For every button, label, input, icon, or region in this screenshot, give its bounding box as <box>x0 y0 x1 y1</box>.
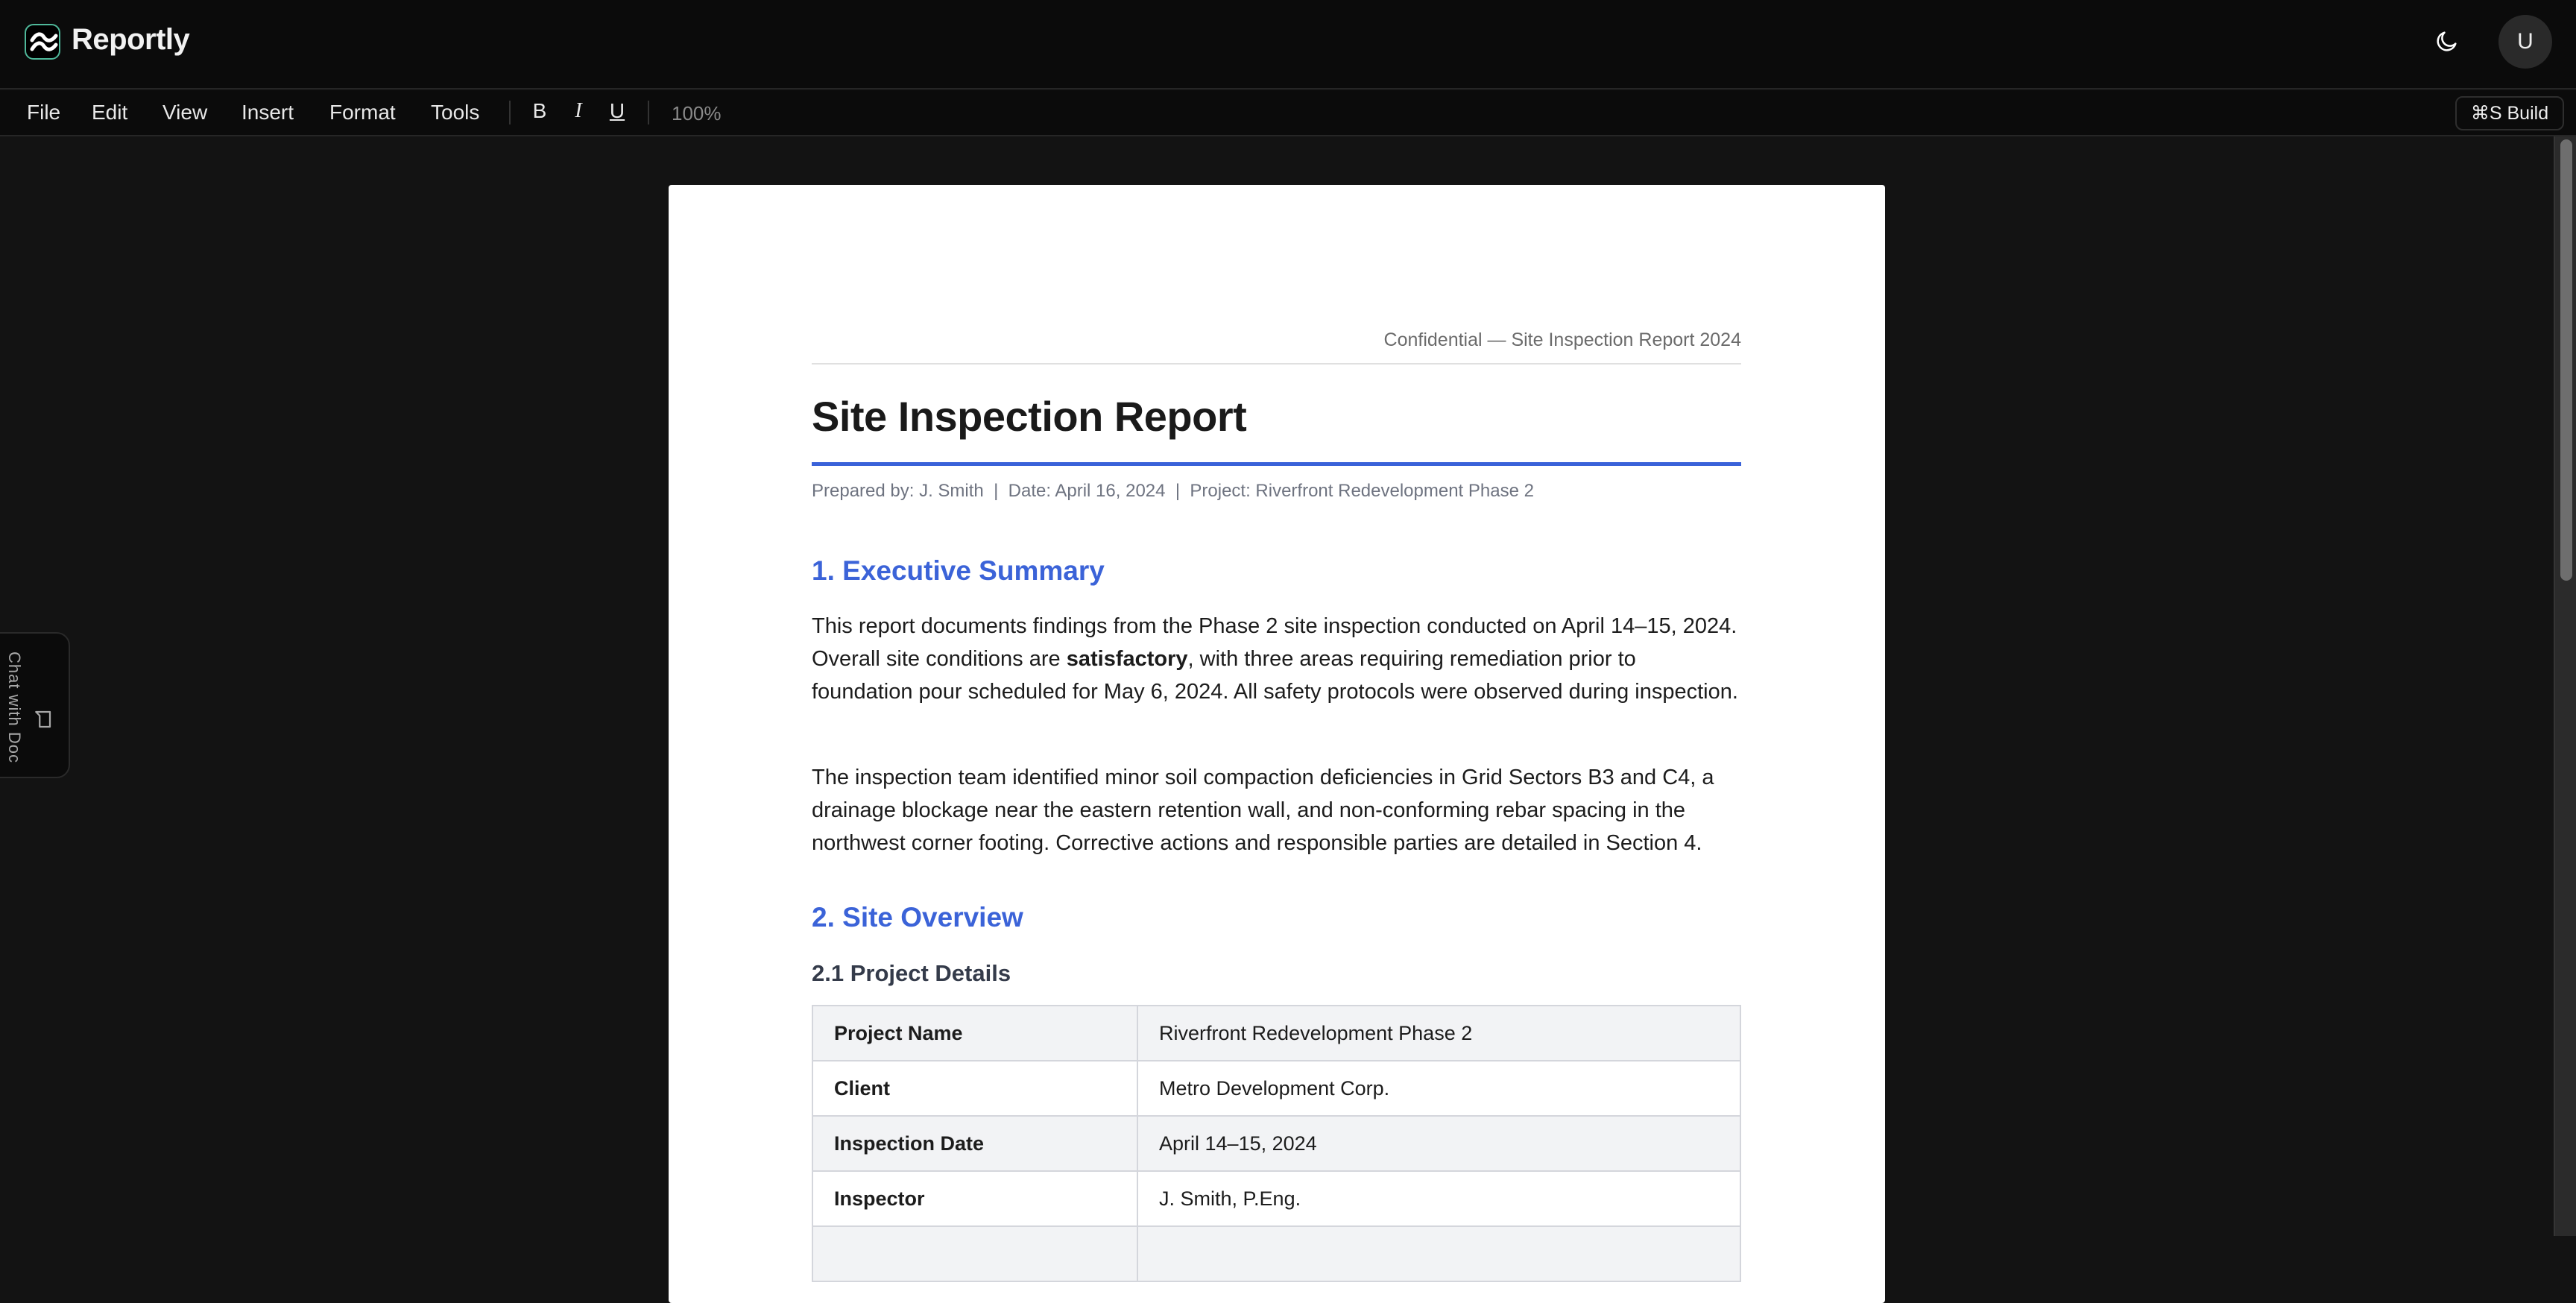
menu-format[interactable]: Format <box>329 101 396 124</box>
table-row <box>812 1116 1740 1171</box>
top-bar <box>0 0 2576 89</box>
chat-tab-label: Chat with Doc <box>5 652 24 763</box>
running-header: Confidential — Site Inspection Report 2024 <box>1383 329 1741 350</box>
subsection-heading-project-details: 2.1 Project Details <box>812 960 1011 986</box>
underline-button[interactable]: U <box>609 99 625 122</box>
build-button[interactable]: ⌘S Build <box>2455 96 2564 130</box>
table-value: Metro Development Corp. <box>1137 1061 1740 1116</box>
project-details-table <box>812 1005 1741 1282</box>
section-heading-executive-summary: 1. Executive Summary <box>812 555 1105 586</box>
zoom-level[interactable]: 100% <box>672 102 722 124</box>
table-key: Inspector <box>812 1171 1137 1226</box>
table-row <box>812 1171 1740 1226</box>
section-heading-site-overview: 2. Site Overview <box>812 902 1023 933</box>
table-key: Project Name <box>812 1006 1137 1061</box>
chat-bubble-icon <box>31 708 54 734</box>
table-row <box>812 1006 1740 1061</box>
user-avatar[interactable]: U <box>2498 15 2552 69</box>
scrollbar-thumb[interactable] <box>2560 139 2572 581</box>
menu-file[interactable]: File <box>27 101 61 124</box>
bold-button[interactable]: B <box>532 99 547 122</box>
menu-view[interactable]: View <box>162 101 208 124</box>
chat-with-doc-tab[interactable] <box>0 632 70 778</box>
executive-summary-paragraph-1: This report documents findings from the Phase 2 site inspection conducted on April 14–15, 2024. Overall site conditions are satisfactory, with three areas requiring remediation prior to foundation pour scheduled for May 6, 2024. All safety protocols were observed during inspection. <box>812 614 1738 704</box>
table-key: Client <box>812 1061 1137 1116</box>
italic-button[interactable]: I <box>575 99 582 122</box>
title-underline <box>812 462 1741 466</box>
table-row <box>812 1226 1740 1281</box>
scrollbar[interactable] <box>2554 136 2576 1236</box>
table-value <box>1137 1226 1740 1281</box>
table-value: J. Smith, P.Eng. <box>1137 1171 1740 1226</box>
header-divider <box>812 363 1741 365</box>
executive-summary-paragraph-2: The inspection team identified minor soil compaction deficiencies in Grid Sectors B3 and C4, a drainage blockage near the eastern retention wall, and non-conforming rebar spacing in the northwest corner footing. Corrective actions and responsible parties are detailed in Section 4. <box>812 766 1714 855</box>
document-title: Site Inspection Report <box>812 393 1247 440</box>
menu-tools[interactable]: Tools <box>431 101 480 124</box>
menu-bar <box>0 90 2576 136</box>
divider <box>648 101 649 124</box>
table-value: Riverfront Redevelopment Phase 2 <box>1137 1006 1740 1061</box>
wave-logo-icon <box>25 24 60 60</box>
moon-icon[interactable] <box>2434 28 2460 54</box>
divider <box>509 101 511 124</box>
table-value: April 14–15, 2024 <box>1137 1116 1740 1171</box>
table-key: Inspection Date <box>812 1116 1137 1171</box>
document-meta: Prepared by: J. Smith | Date: April 16, 2024 | Project: Riverfront Redevelopment Phase 2 <box>812 481 1534 501</box>
table-row <box>812 1061 1740 1116</box>
menu-insert[interactable]: Insert <box>242 101 294 124</box>
document-page <box>669 185 1885 1303</box>
menu-edit[interactable]: Edit <box>92 101 128 124</box>
table-key <box>812 1226 1137 1281</box>
app-name: Reportly <box>72 23 190 56</box>
